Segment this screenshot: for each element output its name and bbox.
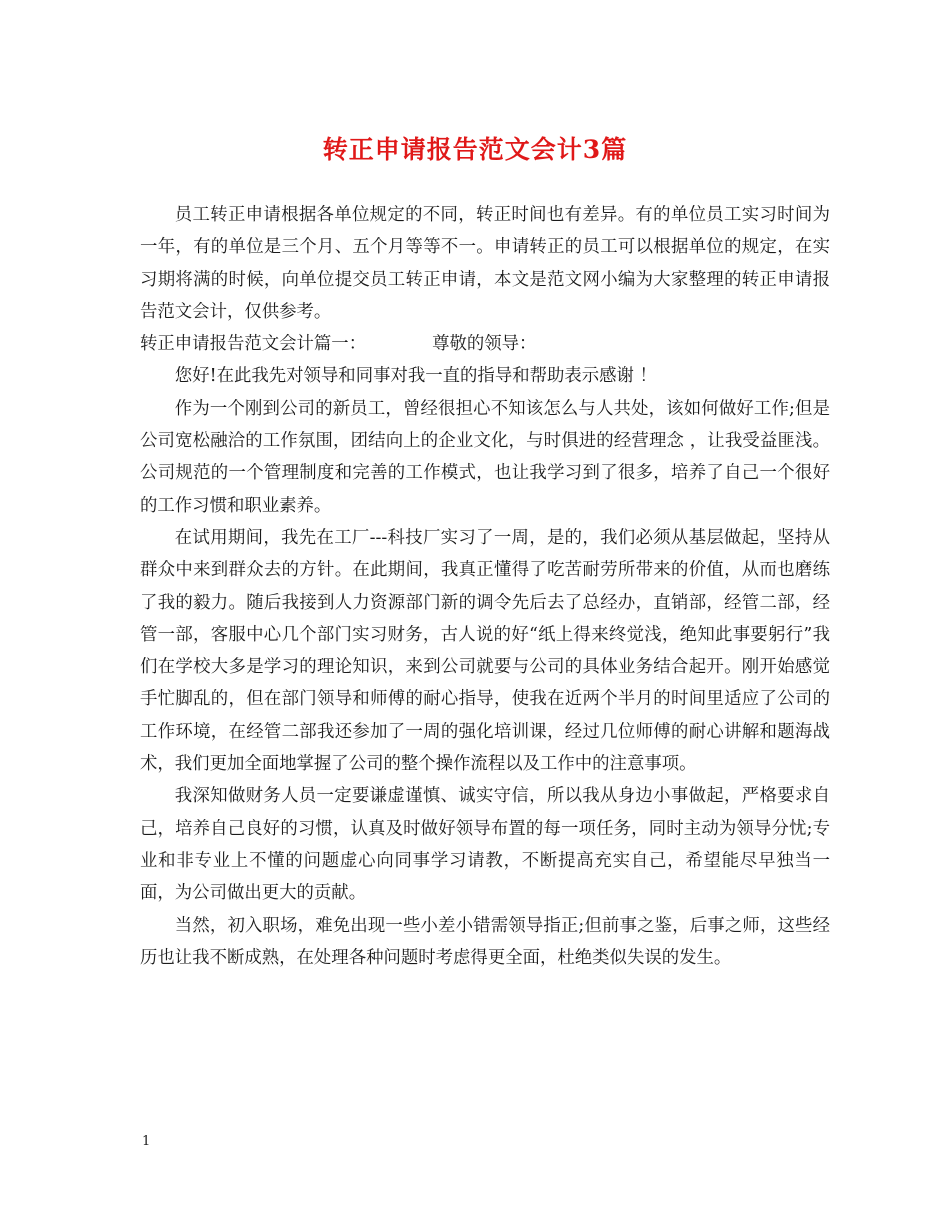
body-paragraph: 在试用期间，我先在工厂---科技厂实习了一周，是的，我们必须从基层做起，坚持从群众中来到群众去的方针。在此期间，我真正懂得了吃苦耐劳所带来的价值，从而也磨练了我的毅力。随后我接到人力资源部门新的调令先后去了总经办，直销部，经管二部，经管一部，客服中心几个部门实习财务，古人说的好“纸上得来终觉浅，绝知此事要躬行”我们在学校大多是学习的理论知识，来到公司就要与公司的具体业务结合起开。刚开始感觉手忙脚乱的，但在部门领导和师傅的耐心指导，使我在近两个半月的时间里适应了公司的工作环境，在经管二部我还参加了一周的强化培训课，经过几位师傅的耐心讲解和题海战术，我们更加全面地掌握了公司的整个操作流程以及工作中的注意事项。: [140, 527, 830, 775]
body-paragraph: 作为一个刚到公司的新员工，曾经很担心不知该怎么与人共处，该如何做好工作;但是公司宽松融洽的工作氛围，团结向上的企业文化，与时俱进的经营理念 ，让我受益匪浅。公司规范的一个管理制度和完善的工作模式，也让我学习到了很多，培养了自己一个很好的工作习惯和职业素养。: [140, 398, 830, 516]
page-number: 1: [142, 1134, 151, 1149]
document-title: 转正申请报告范文会计3篇: [322, 135, 628, 164]
salutation: 尊敬的领导：: [432, 334, 537, 355]
document-body: [140, 199, 830, 974]
section-heading: 转正申请报告范文会计篇一：: [140, 334, 367, 355]
greeting-paragraph: 您好!在此我先对领导和同事对我一直的指导和帮助表示感谢 ！: [174, 366, 657, 387]
section-heading-line: [140, 328, 830, 360]
body-paragraph: 当然，初入职场，难免出现一些小差小错需领导指正;但前事之鉴，后事之师，这些经历也让我不断成熟，在处理各种问题时考虑得更全面，杜绝类似失误的发生。: [140, 915, 830, 968]
intro-paragraph: 员工转正申请根据各单位规定的不同，转正时间也有差异。有的单位员工实习时间为一年，有的单位是三个月、五个月等等不一。申请转正的员工可以根据单位的规定，在实习期将满的时候，向单位提交员工转正申请，本文是范文网小编为大家整理的转正申请报告范文会计，仅供参考。: [140, 205, 830, 322]
body-paragraph: 我深知做财务人员一定要谦虚谨慎、诚实守信，所以我从身边小事做起，严格要求自己，培养自己良好的习惯，认真及时做好领导布置的每一项任务，同时主动为领导分忧;专业和非专业上不懂的问题虚心向同事学习请教，不断提高充实自己，希望能尽早独当一面，为公司做出更大的贡献。: [140, 786, 830, 904]
